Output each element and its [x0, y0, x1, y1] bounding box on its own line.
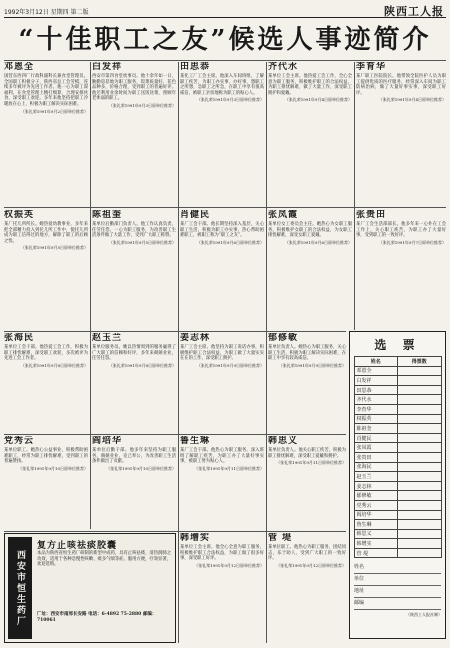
- candidate-source: （张礼荣1991年9月10日原单位推荐）: [18, 465, 88, 471]
- ballot-voter-field[interactable]: 邮编: [354, 598, 441, 610]
- candidate-profile: [180, 333, 264, 433]
- ballot-candidate-name: 张贵田: [354, 452, 398, 462]
- candidate-source: （张礼荣1991年9月11日原单位推荐）: [276, 460, 346, 466]
- ballot-header-name: 姓名: [354, 357, 398, 367]
- ad-title: 复方止咳祛痰胶囊: [37, 541, 118, 551]
- vertical-rule: [266, 62, 267, 643]
- ballot-vote-cell[interactable]: [398, 481, 442, 491]
- ballot-candidate-name: 白发祥: [354, 376, 398, 386]
- vertical-rule: [178, 62, 179, 643]
- ballot-voter-field[interactable]: 单位: [354, 574, 441, 586]
- candidate-name: 阎培华: [92, 436, 123, 446]
- candidate-story: 某厂工会主席。他坚持为职工说话办事，积极维护职工合法权益，为职工做了大量实实在在的工作，深受职工拥护。: [180, 345, 264, 362]
- candidate-source: （张礼荣1991年9月6日原单位推荐）: [196, 239, 264, 245]
- ballot-vote-cell[interactable]: [398, 548, 442, 558]
- candidate-name: 田思恭: [180, 62, 211, 72]
- candidate-source: （张礼荣1991年9月9日原单位推荐）: [278, 362, 346, 368]
- ballot-row: [354, 452, 441, 462]
- ballot-vote-cell[interactable]: [398, 443, 442, 453]
- ballot-candidate-name: 赵玉兰: [354, 472, 398, 482]
- horizontal-rule: [4, 531, 346, 532]
- candidate-profile: [180, 436, 264, 530]
- candidate-story: 某厂托儿所所长。她热爱幼教事业，多年来把全部精力投入到托儿所工作中，使托儿所成为职工信得过的地方，解除了职工的后顾之忧。: [4, 222, 88, 244]
- candidate-profile: [4, 210, 88, 330]
- candidate-profile: [268, 210, 352, 330]
- candidate-source: （张礼荣1991年9月4日原单位推荐）: [378, 97, 446, 103]
- candidate-story: 某化工厂工会主席。他深入车间班组，了解职工疾苦，为职工办实事、办好事，想职工之所想，急职工之所急，在职工中享有很高威信，被职工亲切地称为职工的贴心人。: [180, 74, 264, 96]
- ballot-candidate-name: 张海民: [354, 462, 398, 472]
- paper-name: 陕西工人报: [384, 5, 444, 18]
- candidate-profile: [92, 210, 176, 330]
- candidate-profile: [356, 210, 446, 330]
- candidate-profile: [268, 62, 352, 204]
- ballot-row: [354, 424, 441, 434]
- ballot-candidate-name: 鲁生琳: [354, 520, 398, 530]
- ballot-vote-cell[interactable]: [398, 452, 442, 462]
- candidate-name: 党秀云: [4, 436, 35, 446]
- candidate-profile: [4, 62, 88, 204]
- candidate-story: 某单位职工。她热心公益事业，积极帮助困难职工，经常为职工排忧解难，受到职工的普遍赞扬。: [4, 448, 88, 465]
- candidate-story: 国营东西四厂行政科副科长兼食堂管理员。全国职工积极分子，陕西省总工会劳模，连续多年被评为先进工作者。他一心为职工谋福利，在食堂管理上精打细算，合理安排伙食，深受职工欢迎。多年来他坚持把职工冷暖放在心上，积极为职工解决实际困难。: [4, 74, 88, 107]
- ballot-vote-cell[interactable]: [398, 539, 442, 549]
- candidate-story: 某单位负责人。她热心为职工服务，关心职工生活，积极为职工解决实际困难，在职工中享有较高威信。: [268, 345, 346, 362]
- candidate-story: 某厂工会干部。他热心为职工服务，深入班组了解职工疾苦，为职工办了大量好事实事，被职工誉为贴心人。: [180, 448, 264, 465]
- ballot-candidate-name: 李育华: [354, 404, 398, 414]
- ballot-row: [354, 520, 441, 530]
- candidate-story: 某单位服务员。她以热情周到的服务赢得了广大职工的信赖和好评，多年来兢兢业业，任劳任怨。: [92, 345, 176, 362]
- candidate-name: 张贵田: [356, 210, 387, 220]
- ballot-row: [354, 510, 441, 520]
- issue-date: 1992年3月12日 星期四 第二版: [4, 9, 89, 16]
- ballot-row: [354, 366, 441, 376]
- candidate-story: 西安市第四食堂炊事员。他十余年如一日，勤勤恳恳地为职工服务，饭菜质量好，花色品种多，价格合理，受到职工的普遍好评。他还利用业余时间为职工送饭送菜，照顾年老体弱的职工。: [92, 74, 176, 102]
- ballot-row: [354, 414, 441, 424]
- candidate-profile: [356, 62, 446, 204]
- candidate-source: （张礼荣1991年9月12日原单位推荐）: [276, 562, 346, 568]
- candidate-name: 李育华: [356, 62, 387, 72]
- ballot-table: [354, 356, 442, 558]
- candidate-profile: [92, 62, 176, 204]
- ballot-title: 选 票: [374, 338, 421, 352]
- candidate-profile: [268, 436, 346, 530]
- candidate-story: 某单位工会干部。他热爱工会工作，积极为职工排忧解难，深受职工欢迎，多次被评为先进工会工作者。: [4, 345, 88, 362]
- ballot-vote-cell[interactable]: [398, 520, 442, 530]
- candidate-name: 张海民: [4, 333, 35, 343]
- ballot-row: [354, 539, 441, 549]
- candidate-name: 鲁生琳: [180, 436, 211, 446]
- ad-contact: 厂址：西安市南郊长安路 电话：6-4892 75-2880 邮编：710061: [37, 612, 157, 623]
- ballot-candidate-name: 管 堤: [354, 548, 398, 558]
- masthead: [4, 4, 446, 18]
- ballot-vote-cell[interactable]: [398, 472, 442, 482]
- candidate-name: 权振英: [4, 210, 35, 220]
- candidate-profile: [268, 533, 346, 643]
- candidate-story: 某单位后勤干部。他多年来坚持为职工服务，兢兢业业，克己奉公，为改善职工生活条件做出了贡献。: [92, 448, 176, 465]
- candidate-profile: [180, 62, 264, 204]
- candidate-profile: [92, 333, 176, 433]
- headline: “十佳职工之友”候选人事迹简介: [18, 25, 432, 55]
- ballot-candidate-name: 张凤霞: [354, 443, 398, 453]
- candidate-name: 邓恩全: [4, 62, 35, 72]
- candidate-source: （张礼荣1991年9月10日原单位推荐）: [106, 465, 176, 471]
- horizontal-rule: [4, 60, 446, 61]
- ballot-row: [354, 548, 441, 558]
- ballot-note: （陕西工人报社制）: [406, 612, 442, 618]
- vertical-rule: [354, 62, 355, 330]
- candidate-profile: [4, 333, 88, 433]
- candidate-name: 白发祥: [92, 62, 123, 72]
- vertical-rule: [90, 62, 91, 529]
- ballot-vote-cell[interactable]: [398, 395, 442, 405]
- candidate-source: （张礼荣1991年9月8日原单位推荐）: [108, 362, 176, 368]
- ballot-vote-cell[interactable]: [398, 424, 442, 434]
- candidate-name: 管 堤: [268, 533, 293, 543]
- candidate-source: （张礼荣1991年9月5日原单位推荐）: [20, 245, 88, 251]
- candidate-name: 赵玉兰: [92, 333, 123, 343]
- candidate-name: 肖健民: [180, 210, 211, 220]
- ballot-row: [354, 433, 441, 443]
- ballot-row: [354, 443, 441, 453]
- ad-company: 西安市恒生药厂: [8, 537, 32, 639]
- candidate-profile: [268, 333, 346, 433]
- candidate-source: （张礼荣1991年9月11日原单位推荐）: [194, 465, 264, 471]
- ballot-vote-cell[interactable]: [398, 510, 442, 520]
- candidate-story: 某单位负责人。他关心职工疾苦，积极为职工排忧解难，深受职工爱戴和拥护。: [268, 448, 346, 459]
- ballot-vote-cell[interactable]: [398, 491, 442, 501]
- candidate-story: 某厂工会干部。他长期坚持深入基层，关心职工生活，积极为职工办实事，热心帮助困难职工，被职工称为“职工之友”。: [180, 222, 264, 239]
- ad-body: 本品为陕西省恒生药厂研制的新型中成药，具有止咳祛痰、清热润肺之功效，适用于各种急慢性咳嗽、痰多气喘等症。服用方便，疗效显著，欢迎选购。: [37, 551, 171, 568]
- ballot-candidate-name: 郁修敏: [354, 491, 398, 501]
- candidate-story: 某单位职工。他热心为职工服务，团结同志，乐于助人，受到广大职工的一致好评。: [268, 545, 346, 562]
- ballot-candidate-name: 齐代水: [354, 395, 398, 405]
- candidate-source: （张礼荣1991年9月12日原单位推荐）: [194, 562, 264, 568]
- ballot-row: [354, 481, 441, 491]
- ballot-candidate-name: 阎培华: [354, 510, 398, 520]
- horizontal-rule: [4, 434, 346, 435]
- candidate-name: 齐代水: [268, 62, 299, 72]
- candidate-source: （张礼荣1991年9月4日原单位推荐）: [284, 97, 352, 103]
- ballot-voter-field[interactable]: 地址: [354, 586, 441, 598]
- ballot-candidate-name: 权振英: [354, 414, 398, 424]
- candidate-story: 某单位女工委员会主任。她热心为女职工服务，积极维护女职工的合法权益，为女职工排忧解难，深受女职工爱戴。: [268, 222, 352, 239]
- candidate-story: 某单位后勤部门负责人。他工作认真负责，任劳任怨，一心为职工服务，为改善职工生活条件做了大量工作，受到广大职工称赞。: [92, 222, 176, 239]
- ballot-candidate-name: 田思恭: [354, 385, 398, 395]
- candidate-profile: [4, 436, 88, 530]
- ballot-voter-fields: [354, 562, 441, 610]
- ballot-row: [354, 376, 441, 386]
- candidate-profile: [180, 210, 264, 330]
- ballot-row: [354, 395, 441, 405]
- candidate-source: （张礼荣1991年9月3日原单位推荐）: [196, 97, 264, 103]
- candidate-name: 姜志林: [180, 333, 211, 343]
- candidate-name: 韩思义: [268, 436, 299, 446]
- candidate-story: 某单位工会主席。他全心全意为职工服务，积极维护职工合法权益，为职工做了很多好事，深受职工好评。: [180, 545, 264, 562]
- ballot-header-votes: 得票数: [398, 357, 442, 367]
- ballot-row: [354, 404, 441, 414]
- candidate-name: 张凤霞: [268, 210, 299, 220]
- ballot-candidate-name: 党秀云: [354, 500, 398, 510]
- ballot-row: [354, 491, 441, 501]
- ballot-vote-cell[interactable]: [398, 404, 442, 414]
- ballot-row: [354, 385, 441, 395]
- candidate-profile: [180, 533, 264, 643]
- ballot-candidate-name: 韩思义: [354, 529, 398, 539]
- candidate-story: 某厂职工医院院长。他带领全院医护人员为职工提供优质的医疗服务，经常深入车间为职工防病治病，做了大量好事实事，深受职工好评。: [356, 74, 446, 96]
- horizontal-rule: [4, 207, 446, 208]
- ballot-form[interactable]: [349, 331, 446, 639]
- ballot-candidate-name: 邓恩全: [354, 366, 398, 376]
- candidate-story: 某单位工会主席。他热爱工会工作，全心全意为职工服务，积极维护职工的合法权益，为职工排忧解难，做了大量工作，深受职工拥护和爱戴。: [268, 74, 352, 96]
- ballot-candidate-name: 姜志林: [354, 481, 398, 491]
- ballot-vote-cell[interactable]: [398, 376, 442, 386]
- candidate-profile: [92, 436, 176, 530]
- candidate-story: 某厂工会生活部部长。他多年来一心扑在工会工作上，关心职工疾苦，为职工办了大量好事，受到职工的一致好评。: [356, 222, 446, 239]
- horizontal-rule: [4, 331, 346, 332]
- advertisement: [4, 533, 176, 643]
- ballot-row: [354, 529, 441, 539]
- ballot-row: [354, 472, 441, 482]
- candidate-source: （张礼荣1991年9月8日原单位推荐）: [20, 362, 88, 368]
- candidate-name: 郁修敏: [268, 333, 299, 343]
- ballot-row: [354, 462, 441, 472]
- ballot-vote-cell[interactable]: [398, 385, 442, 395]
- ballot-candidate-name: 陈祖奎: [354, 424, 398, 434]
- ballot-vote-cell[interactable]: [398, 462, 442, 472]
- candidate-name: 陈祖奎: [92, 210, 123, 220]
- ballot-vote-cell[interactable]: [398, 414, 442, 424]
- ballot-vote-cell[interactable]: [398, 500, 442, 510]
- ballot-voter-field[interactable]: 姓名: [354, 562, 441, 574]
- candidate-source: （张礼荣1991年9月2日原单位推荐）: [20, 108, 88, 114]
- candidate-source: （张礼荣1991年9月6日原单位推荐）: [284, 239, 352, 245]
- candidate-source: （张礼荣1991年9月7日原单位推荐）: [378, 239, 446, 245]
- candidate-source: （张礼荣1991年9月5日原单位推荐）: [108, 239, 176, 245]
- ballot-vote-cell[interactable]: [398, 366, 442, 376]
- ballot-vote-cell[interactable]: [398, 529, 442, 539]
- ballot-vote-cell[interactable]: [398, 433, 442, 443]
- candidate-name: 韩增实: [180, 533, 211, 543]
- ballot-candidate-name: 肖健民: [354, 433, 398, 443]
- candidate-source: （张礼荣1991年9月3日原单位推荐）: [108, 102, 176, 108]
- candidate-source: （张礼荣1991年9月9日原单位推荐）: [196, 362, 264, 368]
- ballot-row: [354, 500, 441, 510]
- ballot-candidate-name: 韩增实: [354, 539, 398, 549]
